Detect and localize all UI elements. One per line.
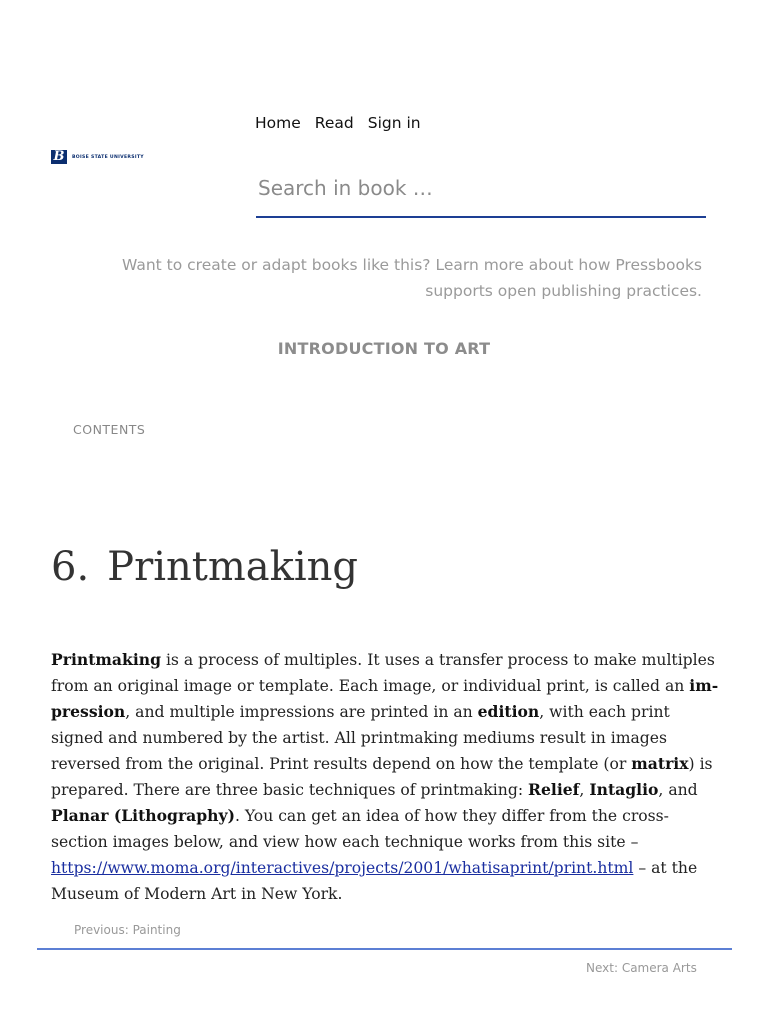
term-relief: Relief xyxy=(528,780,580,799)
logo-b-icon: B xyxy=(51,150,67,164)
term-matrix: matrix xyxy=(631,754,689,773)
term-intaglio: Intaglio xyxy=(589,780,659,799)
term-planar: Planar (Lithography) xyxy=(51,806,235,825)
contents-toggle[interactable]: CONTENTS xyxy=(73,422,146,437)
nav-divider xyxy=(37,948,732,950)
moma-link[interactable]: https://www.moma.org/interactives/projects/2001/whatisaprint/print.html xyxy=(51,859,634,877)
chapter-paragraph xyxy=(51,647,723,907)
text-run: ) is prepared. There are three basic techniques of printmaking: xyxy=(51,755,713,799)
text-run: , with each print signed and numbered by the artist. All printmaking mediums result in images reversed from the original. Print results depend on how the template (or xyxy=(51,703,670,773)
text-run: , and multiple impressions are printed in an xyxy=(125,703,478,721)
next-chapter-link[interactable]: Next: Camera Arts xyxy=(586,961,697,975)
book-title[interactable]: INTRODUCTION TO ART xyxy=(277,339,491,358)
top-nav xyxy=(255,114,421,132)
text-run: . You can get an idea of how they differ from the cross-section images below, and view how each technique works from this site – xyxy=(51,807,669,851)
chapter-number: 6. xyxy=(51,544,90,590)
search-input[interactable] xyxy=(256,160,706,218)
text-run: – at the Museum of Modern Art in New York. xyxy=(51,859,698,903)
pressbooks-promo[interactable]: Want to create or adapt books like this? Learn more about how Pressbooks supports open publishing practices. xyxy=(122,256,702,300)
chapter-heading xyxy=(51,544,358,590)
term-edition: edition xyxy=(477,702,540,721)
nav-home-link[interactable]: Home xyxy=(255,114,301,132)
previous-chapter-link[interactable]: Previous: Painting xyxy=(74,923,181,937)
term-impression: impression xyxy=(51,676,719,721)
text-run: is a process of multiples. It uses a transfer process to make multiples from an original image or template. Each image, or individual print, is called an xyxy=(51,651,715,695)
chapter-title: Printmaking xyxy=(107,544,359,590)
logo-wordmark: BOISE STATE UNIVERSITY xyxy=(72,154,144,160)
text-run: , xyxy=(579,781,590,799)
nav-read-link[interactable]: Read xyxy=(314,114,354,132)
university-logo[interactable] xyxy=(51,150,144,164)
nav-sign-in-link[interactable]: Sign in xyxy=(367,114,421,132)
term-printmaking: Printmaking xyxy=(51,650,161,669)
text-run: , and xyxy=(658,781,698,799)
